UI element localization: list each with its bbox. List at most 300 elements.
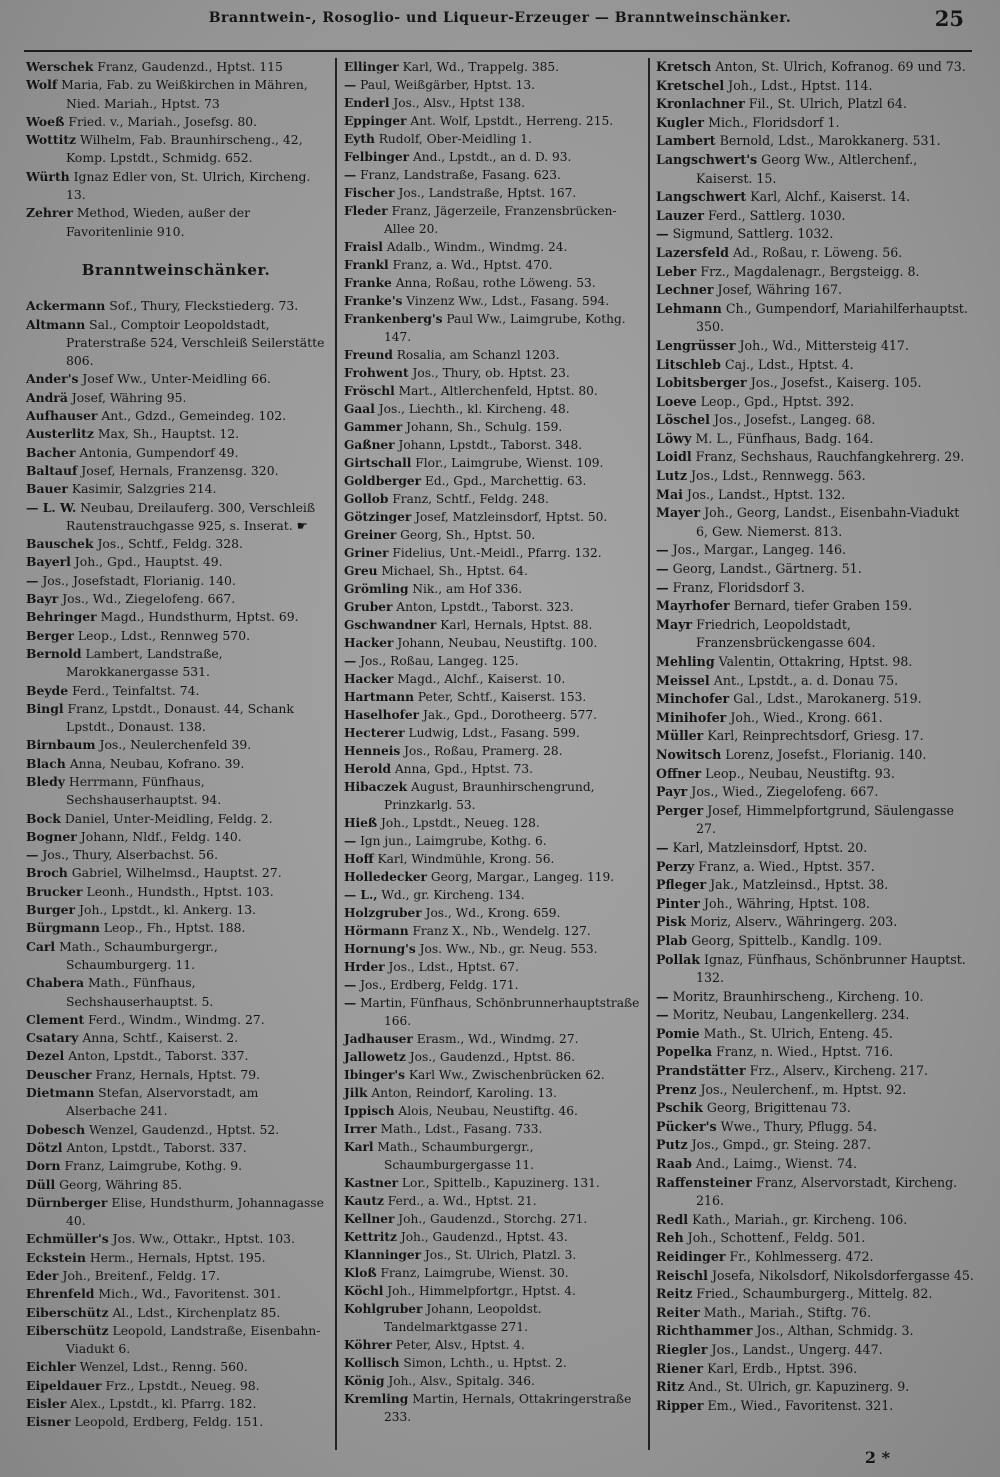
directory-entry: [656, 95, 974, 114]
entry-address: Anton, St. Ulrich, Kofranog. 69 und 73.: [715, 59, 966, 74]
directory-entry: [26, 389, 326, 407]
entry-name: —: [344, 834, 357, 848]
entry-address: Gabriel, Wilhelmsd., Hauptst. 27.: [71, 865, 282, 881]
entry-name: —: [344, 996, 357, 1010]
entry-address: Friedrich, Leopoldstadt, Franzensbrückengasse 604.: [696, 616, 876, 651]
entry-address: Math., St. Ulrich, Enteng. 45.: [703, 1025, 893, 1041]
directory-entry: [344, 1066, 640, 1084]
entry-address: Jos., Landstraße, Hptst. 167.: [398, 186, 577, 200]
directory-entry: [344, 1174, 640, 1192]
entry-address: Max, Sh., Hauptst. 12.: [97, 426, 240, 442]
entry-address: Jos., Thury, ob. Hptst. 23.: [412, 366, 570, 380]
entry-address: Anna, Gpd., Hptst. 73.: [394, 762, 533, 776]
directory-entry: [656, 709, 974, 728]
entry-address: Josef, Währing 95.: [71, 389, 187, 405]
entry-address: Magd., Hundsthurm, Hptst. 69.: [100, 609, 299, 625]
directory-entry: [26, 736, 326, 754]
entry-name: Burger: [26, 902, 76, 918]
entry-address: And., Laimg., Wienst. 74.: [695, 1156, 857, 1172]
entry-name: Herold: [344, 762, 391, 776]
entry-address: Jos., Althan, Schmidg. 3.: [756, 1323, 914, 1339]
entry-name: Werschek: [26, 59, 94, 74]
entry-name: Reh: [656, 1230, 684, 1246]
entry-name: Irrer: [344, 1122, 377, 1136]
entry-address: And., St. Ulrich, gr. Kapuzinerg. 9.: [688, 1379, 910, 1395]
entry-name: Lehmann: [656, 300, 722, 316]
directory-entry: [344, 400, 640, 418]
entry-address: Leop., Fh., Hptst. 188.: [103, 920, 246, 936]
directory-entry: [26, 1176, 326, 1194]
entry-address: Bernold, Ldst., Marokkanerg. 531.: [719, 133, 941, 149]
entry-address: Georg, Währing 85.: [59, 1176, 183, 1192]
entry-address: Jos., Josefst., Langeg. 68.: [713, 412, 876, 428]
entry-name: König: [344, 1374, 385, 1388]
entry-address: Moriz, Alserv., Währingerg. 203.: [690, 914, 898, 930]
entry-address: Jos., Schtf., Feldg. 328.: [97, 536, 243, 552]
entry-name: Carl: [26, 938, 56, 954]
entry-name: Eipeldauer: [26, 1377, 102, 1393]
entry-address: Leopold, Erdberg, Feldg. 151.: [74, 1414, 264, 1430]
entry-address: Jos., Ldst., Hptst. 67.: [388, 960, 519, 974]
entry-name: Holzgruber: [344, 906, 422, 920]
directory-entry: [344, 310, 640, 346]
directory-entry: [344, 1102, 640, 1120]
entry-name: Henneis: [344, 744, 401, 758]
entry-name: Nowitsch: [656, 746, 722, 762]
entry-address: Franz, a. Wied., Hptst. 357.: [698, 858, 875, 874]
entry-name: Eiberschütz: [26, 1304, 109, 1320]
directory-entry: [344, 616, 640, 634]
directory-entry: [656, 1285, 974, 1304]
entry-address: Josef, Himmelpfortgrund, Säulengasse 27.: [696, 802, 954, 837]
entry-address: Wd., gr. Kircheng. 134.: [381, 888, 525, 902]
entry-address: Georg Ww., Altlerchenf., Kaiserst. 15.: [696, 151, 918, 186]
entry-name: Blach: [26, 755, 66, 771]
entry-name: Haselhofer: [344, 708, 420, 722]
directory-entry: [656, 1397, 974, 1416]
entry-address: Johann, Lpstdt., Taborst. 348.: [398, 438, 583, 452]
entry-address: Franz, Alservorstadt, Kircheng. 216.: [696, 1174, 958, 1209]
entry-address: Wwe., Thury, Pflugg. 54.: [720, 1118, 878, 1134]
directory-entry: [344, 490, 640, 508]
entry-name: Pücker's: [656, 1118, 717, 1134]
entry-address: Johann, Neubau, Neustiftg. 100.: [397, 636, 598, 650]
directory-entry: [656, 1248, 974, 1267]
entry-address: Joh., Wd., Mittersteig 417.: [739, 337, 909, 353]
directory-entry: [656, 1118, 974, 1137]
entry-name: Austerlitz: [26, 426, 94, 442]
directory-entry: [344, 472, 640, 490]
entry-address: And., Lpstdt., an d. D. 93.: [412, 150, 572, 164]
directory-entry: [344, 994, 640, 1030]
directory-entry: [344, 256, 640, 274]
entry-address: Josef, Matzleinsdorf, Hptst. 50.: [415, 510, 608, 524]
entry-name: Loeve: [656, 393, 697, 409]
entry-name: Eckstein: [26, 1249, 86, 1265]
entry-name: Ehrenfeld: [26, 1286, 95, 1302]
entry-address: Franz, Gaudenzd., Hptst. 115: [97, 59, 283, 74]
entry-address: Valentin, Ottakring, Hptst. 98.: [718, 654, 913, 669]
entry-name: Baltauf: [26, 462, 78, 478]
entry-address: Georg, Sh., Hptst. 50.: [400, 528, 536, 542]
directory-entry: [656, 58, 974, 77]
directory-entry: [656, 1025, 974, 1044]
entry-name: Ibinger's: [344, 1068, 406, 1082]
entry-address: Anton, Lpstdt., Taborst. 323.: [396, 600, 574, 614]
directory-entry: [26, 1249, 326, 1267]
directory-entry: [656, 541, 974, 560]
directory-entry: [26, 370, 326, 388]
directory-entry: [656, 802, 974, 839]
directory-entry: [26, 499, 326, 536]
entry-address: Neubau, Dreilauferg. 300, Verschleiß Rautenstrauchgasse 925, s. Inserat. ☛: [66, 499, 316, 533]
entry-name: Pisk: [656, 914, 687, 930]
entry-address: Martin, Fünfhaus, Schönbrunnerhauptstraße 166.: [360, 996, 640, 1028]
entry-name: Lechner: [656, 282, 714, 298]
entry-address: Daniel, Unter-Meidling, Feldg. 2.: [64, 810, 273, 826]
entry-name: Jilk: [344, 1086, 368, 1100]
entry-address: Leop., Ldst., Rennweg 570.: [77, 627, 251, 643]
entry-address: Jos., Wied., Ziegelofeng. 667.: [691, 784, 879, 800]
directory-entry: [26, 1066, 326, 1084]
entry-name: Holledecker: [344, 870, 427, 884]
entry-address: Joh., Alsv., Spitalg. 346.: [388, 1374, 535, 1388]
directory-entry: [26, 1358, 326, 1376]
entry-name: Deuscher: [26, 1066, 92, 1082]
directory-entry: [26, 1285, 326, 1303]
directory-entry: [344, 130, 640, 148]
entry-name: Meissel: [656, 672, 710, 688]
entry-address: Jos. Ww., Ottakr., Hptst. 103.: [112, 1231, 295, 1247]
entry-address: Ludwig, Ldst., Fasang. 599.: [408, 726, 580, 740]
directory-entry: [26, 1395, 326, 1413]
entry-name: Gschwandner: [344, 618, 437, 632]
directory-entry: [26, 553, 326, 571]
directory-entry: [656, 1099, 974, 1118]
directory-entry: [656, 1304, 974, 1323]
entry-address: Anna, Neubau, Kofrano. 39.: [69, 755, 245, 771]
directory-entry: [656, 1229, 974, 1248]
entry-address: Jos., Gaudenzd., Hptst. 86.: [409, 1050, 576, 1064]
entry-address: Adalb., Windm., Windmg. 24.: [386, 240, 568, 254]
directory-entry: [656, 1360, 974, 1379]
entry-name: Hieß: [344, 816, 378, 830]
entry-name: —: [656, 579, 669, 595]
entry-address: Franz, Floridsdorf 3.: [672, 579, 805, 595]
directory-entry: [656, 263, 974, 282]
entry-name: Riegler: [656, 1341, 708, 1357]
entry-name: Eder: [26, 1268, 59, 1283]
entry-name: Altmann: [26, 316, 86, 332]
entry-name: Kugler: [656, 114, 705, 130]
directory-entry: [656, 1174, 974, 1211]
directory-entry: [26, 700, 326, 737]
directory-entry: [656, 281, 974, 300]
entry-name: Reidinger: [656, 1249, 726, 1264]
entry-address: Frz., Alserv., Kircheng. 217.: [749, 1063, 928, 1079]
directory-entry: [656, 653, 974, 672]
directory-entry: [344, 688, 640, 706]
directory-entry: [344, 112, 640, 130]
entry-name: Dietmann: [26, 1085, 95, 1101]
entry-address: Jak., Matzleinsd., Hptst. 38.: [710, 877, 889, 893]
entry-name: Leber: [656, 263, 697, 279]
entry-address: Math., Fünfhaus, Sechshauserhauptst. 5.: [66, 975, 214, 1009]
entry-name: Bock: [26, 810, 61, 826]
entry-name: Klanninger: [344, 1248, 422, 1262]
directory-entry: [344, 1264, 640, 1282]
entry-address: Gal., Ldst., Marokanerg. 519.: [733, 691, 922, 707]
entry-name: Ritz: [656, 1379, 685, 1395]
entry-name: Goldberger: [344, 474, 422, 488]
directory-entry: [344, 544, 640, 562]
entry-address: Frz., Lpstdt., Neueg. 98.: [105, 1377, 260, 1393]
directory-entry: [344, 166, 640, 184]
entry-address: Ignaz Edler von, St. Ulrich, Kircheng. 13.: [66, 168, 311, 203]
entry-name: Reischl: [656, 1267, 708, 1283]
directory-entry: [344, 1030, 640, 1048]
entry-name: —: [656, 1007, 669, 1023]
directory-entry: [344, 58, 640, 76]
entry-address: Ad., Roßau, r. Löweng. 56.: [732, 244, 903, 260]
entry-address: Josef, Währing 167.: [717, 282, 843, 298]
entry-address: Georg, Margar., Langeg. 119.: [430, 870, 615, 884]
entry-name: Kremling: [344, 1392, 409, 1406]
entry-name: Kronlachner: [656, 96, 745, 112]
entry-name: Mayrhofer: [656, 598, 730, 614]
entry-address: Maria, Fab. zu Weißkirchen in Mähren, Nied. Mariah., Hptst. 73: [61, 77, 308, 111]
entry-name: Gollob: [344, 492, 389, 506]
column-divider-1: [335, 58, 337, 1450]
entry-address: Georg, Brigittenau 73.: [706, 1100, 851, 1116]
directory-entry: [344, 742, 640, 760]
entry-name: Gaßner: [344, 438, 395, 452]
directory-entry: [344, 706, 640, 724]
entry-address: Josefa, Nikolsdorf, Nikolsdorfergasse 45.: [711, 1267, 974, 1283]
directory-entry: [26, 938, 326, 975]
entry-name: Popelka: [656, 1044, 713, 1060]
directory-entry: [656, 504, 974, 541]
directory-entry: [26, 462, 326, 480]
directory-entry: [26, 1157, 326, 1175]
directory-entry: [26, 572, 326, 590]
directory-entry: [656, 1267, 974, 1286]
entry-address: Rosalia, am Schanzl 1203.: [396, 348, 560, 362]
entry-name: Kloß: [344, 1266, 377, 1280]
directory-entry: [344, 1300, 640, 1336]
entry-address: Peter, Alsv., Hptst. 4.: [395, 1338, 525, 1352]
entry-name: Chabera: [26, 975, 85, 991]
directory-entry: [656, 467, 974, 486]
entry-name: Fischer: [344, 186, 395, 200]
entry-address: Math., Schaumburgergr., Schaumburgerg. 11.: [59, 938, 218, 972]
entry-address: Ferd., Windm., Windmg. 27.: [88, 1011, 265, 1027]
directory-entry: [26, 113, 326, 131]
entry-name: Mayr: [656, 616, 693, 632]
directory-entry: [656, 560, 974, 579]
directory-entry: [344, 598, 640, 616]
entry-address: Fidelius, Unt.-Meidl., Pfarrg. 132.: [392, 546, 602, 560]
entry-address: Michael, Sh., Hptst. 64.: [381, 564, 528, 578]
entry-address: Sigmund, Sattlerg. 1032.: [672, 226, 834, 242]
directory-entry: [26, 535, 326, 553]
directory-entry: [26, 919, 326, 937]
entry-name: Müller: [656, 728, 704, 744]
entry-address: Math., Schaumburgergr., Schaumburgergasse 11.: [377, 1140, 535, 1172]
entry-name: Bogner: [26, 828, 77, 844]
entry-name: Birnbaum: [26, 737, 96, 753]
entry-name: — L. W.: [26, 499, 77, 515]
entry-address: Paul, Weißgärber, Hptst. 13.: [360, 78, 536, 92]
entry-address: Franz, a. Wd., Hptst. 470.: [392, 258, 553, 272]
entry-address: Fried., Schaumburgerg., Mittelg. 82.: [696, 1286, 933, 1302]
directory-entry: [344, 868, 640, 886]
entry-address: Jos., Josefstadt, Florianig. 140.: [42, 572, 236, 588]
directory-entry: [344, 1354, 640, 1372]
entry-address: Joh., Gpd., Hauptst. 49.: [74, 554, 223, 570]
entry-name: Redl: [656, 1211, 689, 1227]
entry-address: Franz, n. Wied., Hptst. 716.: [716, 1044, 894, 1060]
entry-address: Lor., Spittelb., Kapuzinerg. 131.: [401, 1176, 600, 1190]
entry-name: Bacher: [26, 444, 76, 460]
entry-address: Em., Wied., Favoritenst. 321.: [707, 1397, 894, 1413]
entry-address: Joh., Himmelpfortgr., Hptst. 4.: [387, 1284, 576, 1298]
entry-address: Ign jun., Laimgrube, Kothg. 6.: [360, 834, 547, 848]
entry-address: Antonia, Gumpendorf 49.: [79, 444, 239, 460]
entry-name: Ackermann: [26, 298, 106, 314]
entry-address: Frz., Magdalenagr., Bergsteigg. 8.: [700, 263, 920, 279]
directory-entry: [26, 1194, 326, 1231]
directory-entry: [344, 346, 640, 364]
directory-entry: [656, 1322, 974, 1341]
entry-name: Plab: [656, 932, 688, 948]
entry-address: Nik., am Hof 336.: [412, 582, 523, 596]
entry-name: Jallowetz: [344, 1050, 406, 1064]
directory-entry: [656, 114, 974, 133]
column-divider-2: [648, 58, 650, 1450]
entry-address: Jak., Gpd., Dorotheerg. 577.: [422, 708, 598, 722]
entry-name: Gruber: [344, 600, 393, 614]
directory-entry: [26, 974, 326, 1011]
directory-entry: [344, 1210, 640, 1228]
entry-name: Payr: [656, 784, 688, 800]
entry-name: Behringer: [26, 609, 97, 625]
entry-address: Erasm., Wd., Windmg. 27.: [416, 1032, 579, 1046]
entry-address: Lorenz, Josefst., Florianig. 140.: [725, 746, 927, 762]
entry-name: Woeß: [26, 113, 65, 129]
directory-entry: [344, 724, 640, 742]
entry-name: Broch: [26, 865, 68, 881]
directory-entry: [344, 850, 640, 868]
directory-entry: [656, 765, 974, 784]
entry-name: Fröschl: [344, 384, 395, 398]
entry-address: Sal., Comptoir Leopoldstadt, Praterstraße 524, Verschleiß Seilerstätte 806.: [66, 316, 325, 369]
entry-name: Kretschel: [656, 77, 725, 93]
entry-name: Griner: [344, 546, 389, 560]
entry-name: —: [26, 847, 39, 863]
entry-name: Franke: [344, 276, 392, 290]
directory-entry: [344, 382, 640, 400]
entry-name: Offner: [656, 765, 702, 781]
page-header: [0, 6, 1000, 40]
entry-address: Joh., Währing, Hptst. 108.: [703, 895, 871, 911]
directory-entry: [344, 94, 640, 112]
directory-entry: [344, 940, 640, 958]
directory-entry: [344, 184, 640, 202]
entry-address: Herrmann, Fünfhaus, Sechshauserhauptst. 94.: [66, 773, 222, 808]
entry-address: Leonh., Hundsth., Hptst. 103.: [86, 883, 274, 899]
directory-entry: [26, 828, 326, 846]
entry-address: Joh., Georg, Landst., Eisenbahn-Viadukt 6, Gew. Niemerst. 813.: [696, 505, 960, 539]
column-1: [26, 58, 326, 1432]
directory-entry: [344, 202, 640, 238]
directory-entry: [656, 951, 974, 988]
entry-address: Jos., Thury, Alserbachst. 56.: [42, 847, 219, 863]
entry-address: Leopold, Landstraße, Eisenbahn-Viadukt 6.: [66, 1322, 321, 1357]
entry-name: Echmüller's: [26, 1231, 109, 1247]
entry-address: Al., Ldst., Kirchenplatz 85.: [112, 1304, 281, 1320]
entry-name: Reitz: [656, 1286, 693, 1302]
entry-name: Dezel: [26, 1048, 65, 1064]
entry-name: Csatary: [26, 1030, 79, 1046]
directory-entry: [656, 597, 974, 616]
entry-address: Joh., Wied., Krong. 661.: [730, 709, 883, 725]
directory-entry: [656, 1211, 974, 1230]
entry-name: Riener: [656, 1360, 704, 1376]
entry-address: Ferd., Sattlerg. 1030.: [708, 207, 846, 223]
entry-name: Pomie: [656, 1025, 700, 1041]
entry-name: Hacker: [344, 672, 394, 686]
directory-entry: [344, 1246, 640, 1264]
entry-name: Bingl: [26, 700, 64, 716]
entry-address: Johann, Nldf., Feldg. 140.: [80, 828, 242, 844]
directory-entry: [656, 448, 974, 467]
entry-address: Martin, Hernals, Ottakringerstraße 233.: [384, 1392, 632, 1424]
entry-name: Berger: [26, 627, 74, 643]
entry-name: Jadhauser: [344, 1032, 413, 1046]
entry-name: Kastner: [344, 1176, 399, 1190]
entry-address: Rudolf, Ober-Meidling 1.: [378, 132, 532, 146]
entry-address: Karl Ww., Zwischenbrücken 62.: [408, 1068, 605, 1082]
entry-address: Paul Ww., Laimgrube, Kothg. 147.: [384, 312, 626, 344]
entry-address: Math., Ldst., Fasang. 733.: [380, 1122, 543, 1136]
entry-address: Georg, Spittelb., Kandlg. 109.: [691, 932, 883, 948]
entry-name: Girtschall: [344, 456, 412, 470]
entry-name: Beyde: [26, 682, 69, 698]
entry-address: Joh., Breitenf., Feldg. 17.: [62, 1268, 220, 1283]
entry-name: Eppinger: [344, 114, 407, 128]
directory-entry: [26, 627, 326, 645]
entry-address: Jos., Wd., Ziegelofeng. 667.: [62, 591, 236, 607]
entry-address: Karl, Alchf., Kaiserst. 14.: [750, 189, 911, 205]
directory-entry: [344, 508, 640, 526]
entry-address: Karl, Matzleinsdorf, Hptst. 20.: [672, 839, 868, 855]
entry-name: —: [344, 978, 357, 992]
entry-address: Josef Ww., Unter-Meidling 66.: [82, 371, 271, 387]
directory-entry: [656, 1341, 974, 1360]
entry-name: Perger: [656, 802, 704, 818]
directory-entry: [656, 1155, 974, 1174]
signature-mark: 2 *: [864, 1448, 890, 1467]
entry-name: Clement: [26, 1011, 85, 1027]
entry-name: Brucker: [26, 883, 83, 899]
entry-address: Franz, Sechshaus, Rauchfangkehrerg. 29.: [695, 449, 965, 465]
entry-name: Bayerl: [26, 554, 71, 570]
directory-entry: [656, 1062, 974, 1081]
entry-address: Karl, Windmühle, Krong. 56.: [377, 852, 555, 866]
directory-entry: [656, 1378, 974, 1397]
entry-name: Eiberschütz: [26, 1322, 109, 1338]
